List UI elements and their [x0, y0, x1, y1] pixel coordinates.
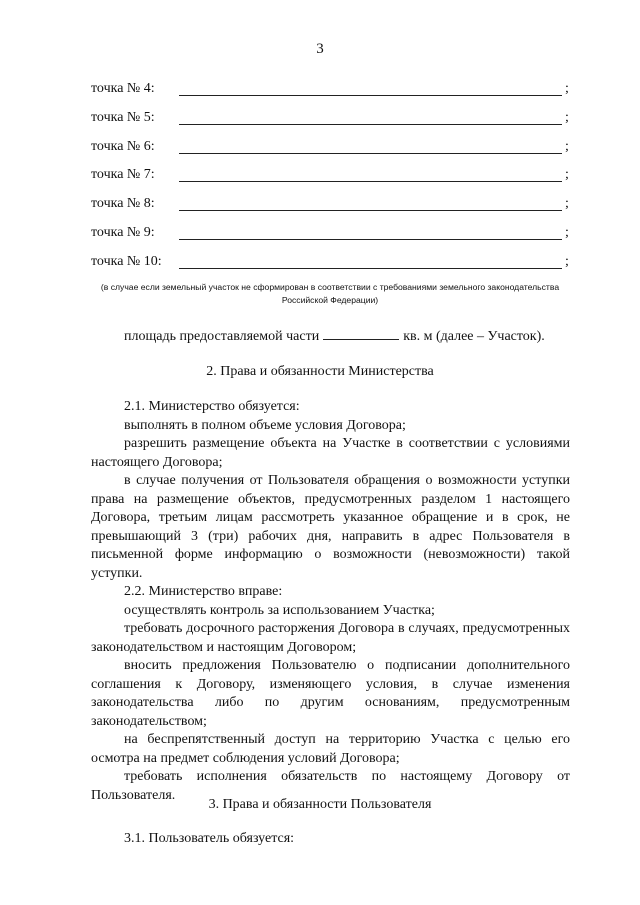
blank-line [179, 95, 562, 96]
paragraph: выполнять в полном объеме условия Договора; [124, 417, 406, 433]
blank-line [179, 153, 562, 154]
area-blank [323, 327, 399, 340]
section-2-title: 2. Права и обязанности Министерства [206, 364, 434, 379]
paragraph: на беспрепятственный доступ на территорию Участка с целью его осмотра на предмет соблюдения условий Договора; [91, 732, 570, 766]
paragraph: в случае получения от Пользователя обращения о возможности уступки права на размещение объектов, предусмотренных разделом 1 настоящего Договора, третьим лицам рассмотреть указанное обращение и в срок, не превышающий 3 (три) рабочих дня, направить в адрес Пользователя в письменной форме информацию о возможности (невозможности) такой уступки. [91, 473, 570, 581]
page-number: 3 [316, 41, 324, 57]
blank-line [179, 210, 562, 211]
semicolon: ; [565, 254, 569, 269]
section-3-body [91, 830, 570, 849]
blank-line [179, 181, 562, 182]
semicolon: ; [565, 225, 569, 240]
blank-line [179, 124, 562, 125]
section-3-title: 3. Права и обязанности Пользователя [208, 797, 432, 812]
blank-line [179, 239, 562, 240]
point-label: точка № 7: [91, 167, 155, 182]
semicolon: ; [565, 81, 569, 96]
area-text-before: площадь предоставляемой части [124, 329, 320, 344]
paragraph: 3.1. Пользователь обязуется: [124, 831, 295, 846]
paragraph: вносить предложения Пользователю о подписании дополнительного соглашения к Договору, изменяющего условия, в случае изменения законодательства либо по другим основаниям, предусмотренным законодательством; [91, 658, 570, 729]
paragraph: 2.2. Министерство вправе: [124, 584, 283, 599]
point-row-4 [91, 81, 571, 99]
point-label: точка № 8: [91, 196, 155, 211]
semicolon: ; [565, 139, 569, 154]
paragraph: разрешить размещение объекта на Участке в соответствии с условиями настоящего Договора; [91, 436, 570, 470]
point-row-7 [91, 167, 571, 185]
semicolon: ; [565, 110, 569, 125]
point-label: точка № 10: [91, 254, 162, 269]
section-2-body [91, 398, 570, 805]
blank-line [179, 268, 562, 269]
point-row-10 [91, 254, 571, 272]
point-row-9 [91, 225, 571, 243]
area-text-after: кв. м (далее – Участок). [403, 329, 545, 344]
paragraph: осуществлять контроль за использованием Участка; [124, 602, 435, 618]
point-row-6 [91, 139, 571, 157]
point-row-8 [91, 196, 571, 214]
paragraph: требовать исполнения обязательств по настоящему Договору от Пользователя. [91, 769, 570, 803]
paragraph: требовать досрочного расторжения Договора в случаях, предусмотренных законодательством и настоящим Договором; [91, 621, 570, 655]
semicolon: ; [565, 167, 569, 182]
point-label: точка № 4: [91, 81, 155, 96]
point-label: точка № 5: [91, 110, 155, 125]
paragraph: 2.1. Министерство обязуется: [124, 399, 300, 414]
footnote: (в случае если земельный участок не сформирован в соответствии с требованиями земельного законодательства Российской Федерации) [100, 282, 560, 305]
point-label: точка № 9: [91, 225, 155, 240]
point-label: точка № 6: [91, 139, 155, 154]
point-row-5 [91, 110, 571, 128]
area-line [124, 327, 545, 345]
semicolon: ; [565, 196, 569, 211]
